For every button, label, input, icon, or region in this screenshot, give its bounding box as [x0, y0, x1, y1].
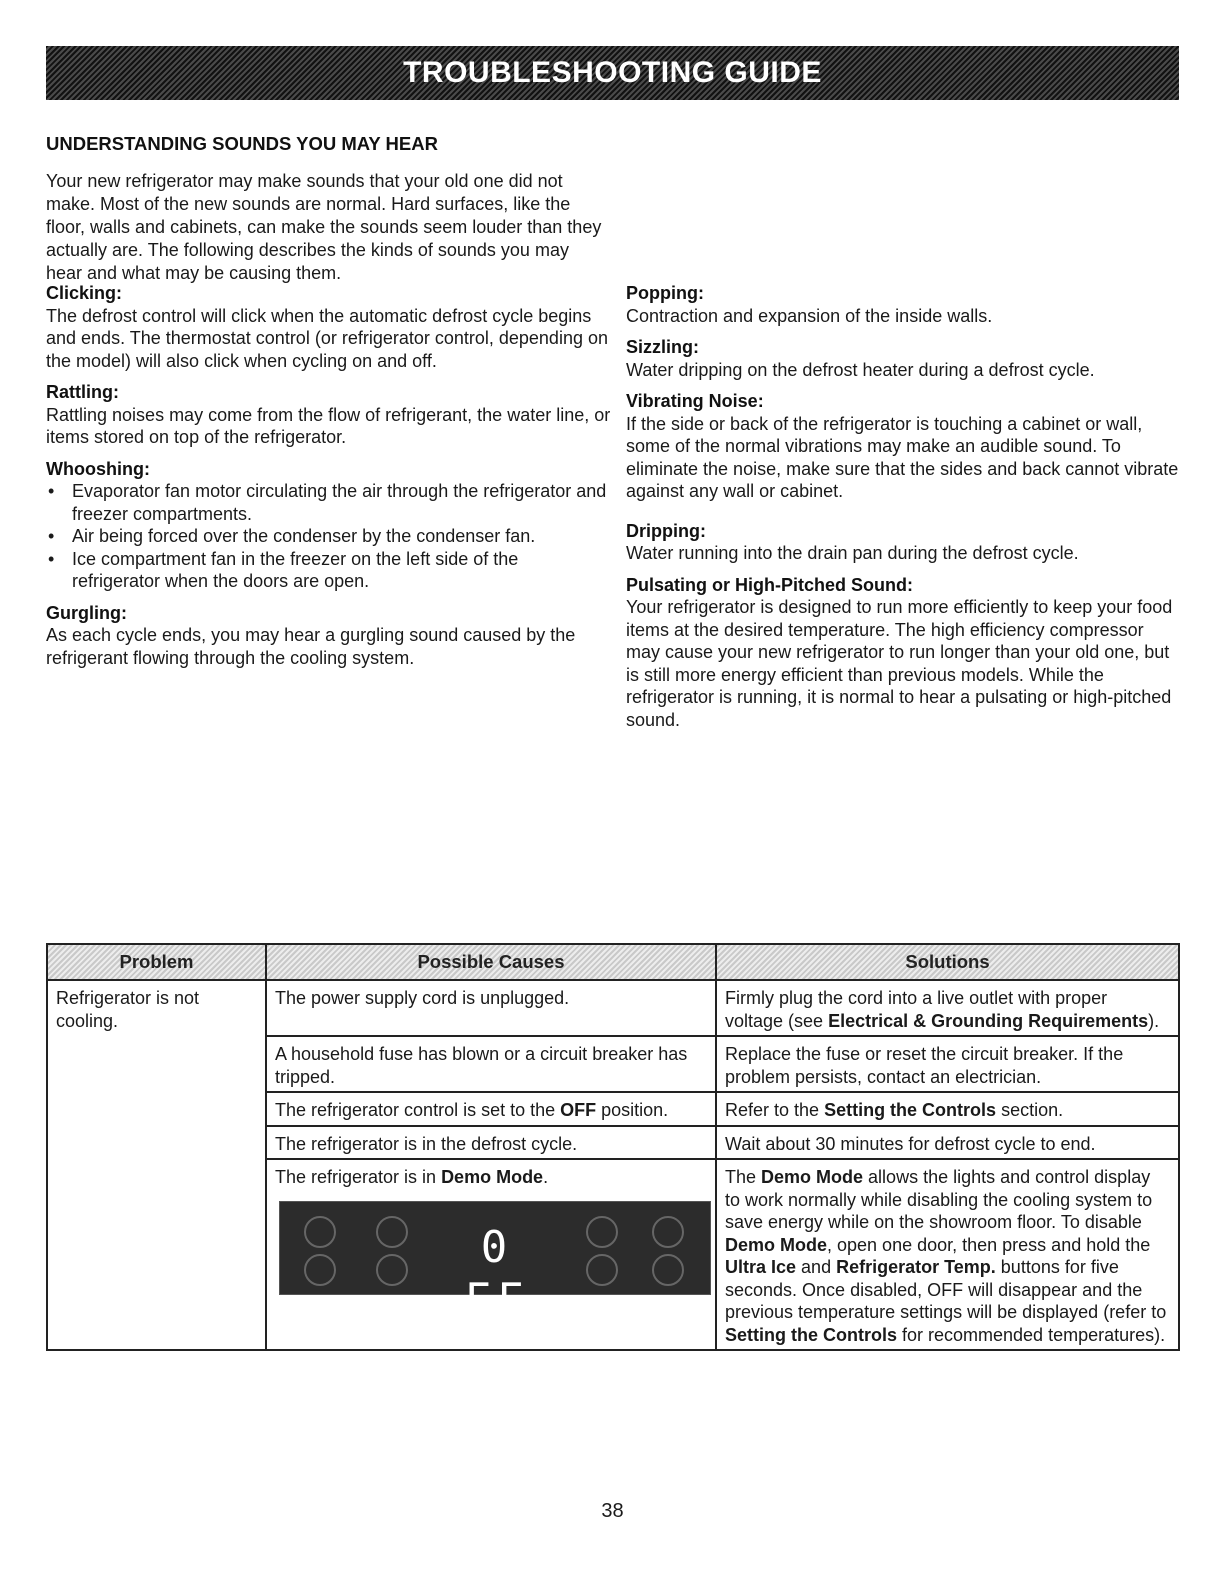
sound-text: Contraction and expansion of the inside walls. [626, 305, 993, 326]
sounds-left-column [46, 282, 611, 678]
panel-icon [376, 1216, 408, 1248]
page-number: 38 [601, 1500, 624, 1522]
sound-title: Sizzling: [626, 337, 699, 357]
panel-display-readout: 0 FF [464, 1221, 530, 1325]
panel-icon [586, 1216, 618, 1248]
cause-cell: A household fuse has blown or a circuit breaker has tripped. [266, 1036, 716, 1092]
panel-icon [304, 1254, 336, 1286]
section-banner [46, 46, 1179, 100]
sound-whooshing [46, 458, 611, 593]
panel-icon [652, 1216, 684, 1248]
cause-cell: The refrigerator is in Demo Mode. 0 FF [266, 1159, 716, 1350]
solution-reference: Electrical & Grounding Requirements [828, 1010, 1149, 1031]
intro-paragraph: Your new refrigerator may make sounds that your old one did not make. Most of the new sounds are normal. Hard surfaces, like the floor, walls and cabinets, can make the sounds seem louder than they actually are. The following describes the kinds of sounds you may hear and what may be causing them. [46, 171, 602, 283]
sound-text: The defrost control will click when the automatic defrost cycle begins and ends. The thermostat control (or refrigerator control, depending on the model) will also click when cycling on and off. [46, 305, 608, 371]
sound-vibrating [626, 390, 1179, 503]
sound-pulsating [626, 574, 1179, 732]
bullet-item: • Ice compartment fan in the freezer on the left side of the refrigerator when the doors are open. [46, 548, 611, 593]
cause-cell: The power supply cord is unplugged. [266, 980, 716, 1036]
solution-cell: Wait about 30 minutes for defrost cycle to end. [716, 1126, 1179, 1160]
header-solutions: Solutions [716, 944, 1179, 980]
header-causes: Possible Causes [266, 944, 716, 980]
problem-cell: Refrigerator is not cooling. [47, 980, 266, 1350]
table-header-row [47, 944, 1179, 980]
sound-title: Vibrating Noise: [626, 391, 764, 411]
panel-icon [586, 1254, 618, 1286]
cause-keyword: OFF [560, 1100, 597, 1120]
sound-text: As each cycle ends, you may hear a gurgling sound caused by the refrigerant flowing through the cooling system. [46, 625, 576, 668]
page-title: TROUBLESHOOTING GUIDE [403, 56, 822, 89]
sound-text: Water dripping on the defrost heater during a defrost cycle. [626, 359, 1095, 380]
sound-title: Gurgling: [46, 602, 127, 623]
sound-text: Rattling noises may come from the flow of refrigerant, the water line, or items stored on top of the refrigerator. [46, 404, 611, 447]
sound-title: Popping: [626, 283, 704, 303]
sound-title: Whooshing: [46, 458, 150, 479]
table-row [47, 980, 1179, 1036]
sound-title: Rattling: [46, 382, 119, 402]
sound-text: Your refrigerator is designed to run more efficiently to keep your food items at the desired temperature. The high efficiency compressor may cause your new refrigerator to run longer than your old one, but is still more energy efficient than previous models. While the refrigerator is running, it is normal to hear a pulsating or high-pitched sound. [626, 597, 1173, 730]
sound-text: Water running into the drain pan during the defrost cycle. [626, 543, 1079, 563]
sound-popping [626, 282, 1179, 327]
header-problem: Problem [47, 944, 266, 980]
sound-dripping [626, 520, 1179, 565]
solution-cell: The Demo Mode allows the lights and control display to work normally while disabling the cooling system to save energy while on the showroom floor. To disable Demo Mode, open one door, then press and hold the Ultra Ice and Refrigerator Temp. buttons for five seconds. Once disabled, OFF will disappear and the previous temperature settings will be displayed (refer to Setting the Controls for recommended temperatures). [716, 1159, 1179, 1350]
sound-rattling [46, 381, 611, 449]
cause-keyword: Demo Mode [441, 1167, 544, 1187]
sound-sizzling [626, 336, 1179, 381]
cause-cell: The refrigerator control is set to the OFF position. [266, 1092, 716, 1126]
sound-gurgling [46, 602, 611, 670]
solution-cell: Refer to the Setting the Controls section. [716, 1092, 1179, 1126]
panel-icon [304, 1216, 336, 1248]
sounds-right-column [626, 282, 1179, 740]
cause-cell: The refrigerator is in the defrost cycle. [266, 1126, 716, 1160]
control-panel-image [279, 1201, 711, 1325]
intro-heading: UNDERSTANDING SOUNDS YOU MAY HEAR [46, 133, 438, 154]
bullet-item: • Air being forced over the condenser by the condenser fan. [46, 525, 611, 548]
sound-title: Pulsating or High-Pitched Sound: [626, 574, 913, 595]
bullet-item: • Evaporator fan motor circulating the air through the refrigerator and freezer compartments. [46, 480, 611, 525]
sound-text: If the side or back of the refrigerator is touching a cabinet or wall, some of the normal vibrations may make an audible sound. To eliminate the noise, make sure that the sides and back cannot vibrate against any wall or cabinet. [626, 413, 1179, 501]
sound-title: Dripping: [626, 520, 706, 541]
solution-cell: Firmly plug the cord into a live outlet with proper voltage (see Electrical & Grounding Requirements). [716, 980, 1179, 1036]
panel-icon [376, 1254, 408, 1286]
panel-icon [652, 1254, 684, 1286]
solution-cell: Replace the fuse or reset the circuit breaker. If the problem persists, contact an electrician. [716, 1036, 1179, 1092]
sound-title: Clicking: [46, 283, 123, 303]
troubleshooting-table [46, 943, 1180, 1351]
sound-clicking [46, 282, 611, 372]
solution-reference: Setting the Controls [824, 1100, 997, 1120]
